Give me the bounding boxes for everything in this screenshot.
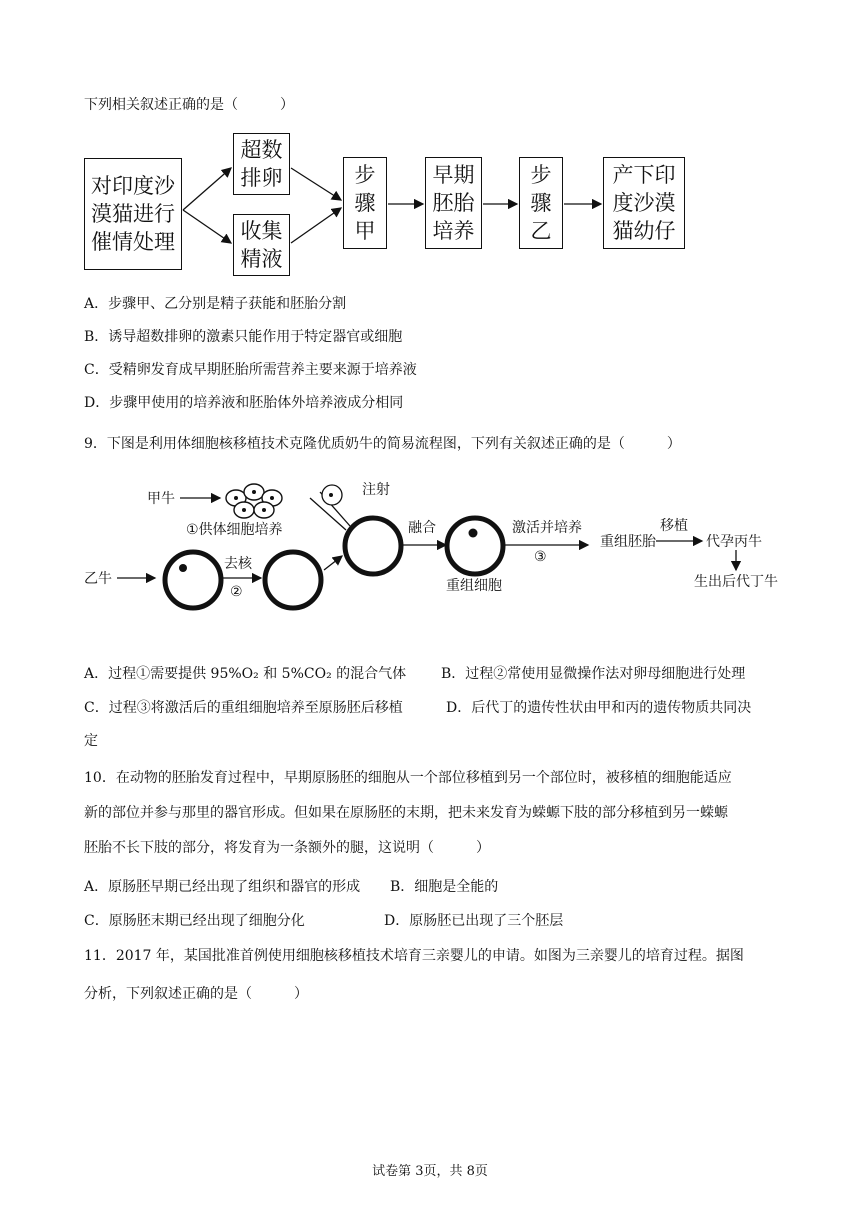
q10-line-2: 新的部位并参与那里的器官形成。但如果在原肠胚的末期，把未来发育为蝾螈下肢的部分移植到另一蝾螈 xyxy=(84,805,728,821)
label-cow-b: 乙牛 xyxy=(84,571,112,587)
label-recon-embryo: 重组胚胎 xyxy=(600,534,656,550)
flow-step-b-box: 步 骤 乙 xyxy=(519,157,563,249)
flow-lower-box: 收集 精液 xyxy=(233,214,290,276)
label-fuse: 融合 xyxy=(408,520,436,536)
enucleated-oocyte-icon xyxy=(265,552,321,608)
q9-diagram xyxy=(0,470,860,620)
label-step3: ③ xyxy=(534,549,547,565)
q10-option-c: C．原肠胚末期已经出现了细胞分化 xyxy=(84,913,305,929)
label-enucleate: 去核 xyxy=(224,556,252,572)
q9-option-a: A．过程①需要提供 95%O₂ 和 5%CO₂ 的混合气体 xyxy=(84,666,407,682)
arrow-upper-step xyxy=(291,168,341,200)
q8-option-b: B．诱导超数排卵的激素只能作用于特定器官或细胞 xyxy=(84,329,403,345)
arrow-start-lower xyxy=(183,210,231,243)
arrow-lower-step xyxy=(291,208,341,243)
q9-option-b: B．过程②常使用显微操作法对卵母细胞进行处理 xyxy=(441,666,746,682)
page-footer: 试卷第 3页，共 8页 xyxy=(372,1164,488,1179)
arrow-start-upper xyxy=(183,168,231,210)
q10-line-3: 胚胎不长下肢的部分，将发育为一条额外的腿，这说明（ ） xyxy=(84,840,490,856)
label-culture: ①供体细胞培养 xyxy=(186,522,283,538)
oocyte-icon xyxy=(165,552,221,608)
q10-line-1: 10．在动物的胚胎发育过程中，早期原肠胚的细胞从一个部位移植到另一个部位时，被移植的细胞能适应 xyxy=(84,770,732,786)
reconstructed-cell-icon xyxy=(447,518,503,574)
q11-line-2: 分析，下列叙述正确的是（ ） xyxy=(84,986,308,1002)
flow-step-a-box: 步 骤 甲 xyxy=(343,157,387,249)
q9-option-d: D．后代丁的遗传性状由甲和丙的遗传物质共同决 xyxy=(446,700,752,716)
q9-stem: 9．下图是利用体细胞核移植技术克隆优质奶牛的简易流程图，下列有关叙述正确的是（ ） xyxy=(84,436,681,452)
q11-line-1: 11．2017 年，某国批准首例使用细胞核移植技术培育三亲婴儿的申请。如图为三亲婴儿的培育过程。据图 xyxy=(84,948,744,964)
label-cow-a: 甲牛 xyxy=(147,491,175,507)
q10-option-b: B．细胞是全能的 xyxy=(390,879,499,895)
fused-cell-icon xyxy=(345,518,401,574)
label-inject: 注射 xyxy=(362,482,390,498)
flow-arrows xyxy=(0,0,860,300)
q10-option-a: A．原肠胚早期已经出现了组织和器官的形成 xyxy=(84,879,361,895)
label-transfer: 移植 xyxy=(660,518,688,534)
flow-upper-box: 超数 排卵 xyxy=(233,133,290,195)
arrow-to-injected xyxy=(324,556,342,570)
label-step2: ② xyxy=(230,584,243,600)
label-surrogate: 代孕丙牛 xyxy=(706,534,762,550)
q9-option-d-cont: 定 xyxy=(84,733,98,749)
label-recon-cell: 重组细胞 xyxy=(446,578,502,594)
flow-start-box: 对印度沙 漠猫进行 催情处理 xyxy=(84,158,182,270)
q8-option-d: D．步骤甲使用的培养液和胚胎体外培养液成分相同 xyxy=(84,395,404,411)
q8-stem: 下列相关叙述正确的是（ ） xyxy=(84,97,294,113)
q10-option-d: D．原肠胚已出现了三个胚层 xyxy=(384,913,564,929)
flow-early-box: 早期 胚胎 培养 xyxy=(425,157,482,249)
q9-option-c: C．过程③将激活后的重组细胞培养至原肠胚后移植 xyxy=(84,700,403,716)
q8-option-a: A．步骤甲、乙分别是精子获能和胚胎分割 xyxy=(84,296,347,312)
donor-cells-icon xyxy=(226,484,282,518)
flow-end-box: 产下印 度沙漠 猫幼仔 xyxy=(603,157,685,249)
label-activate: 激活并培养 xyxy=(512,520,582,536)
q8-option-c: C．受精卵发育成早期胚胎所需营养主要来源于培养液 xyxy=(84,362,417,378)
label-offspring: 生出后代丁牛 xyxy=(694,574,778,590)
